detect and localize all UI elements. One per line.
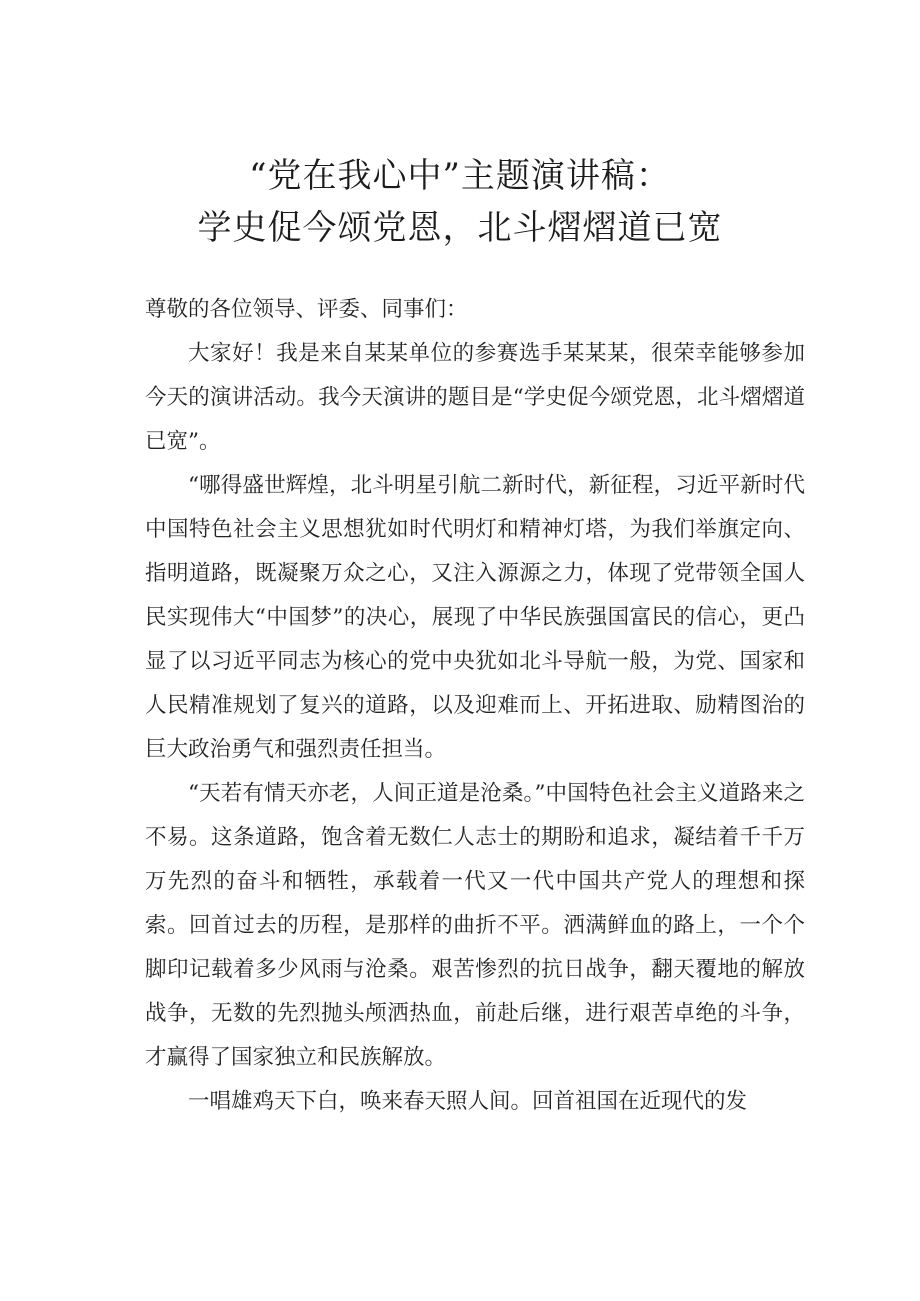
salutation: 尊敬的各位领导、评委、同事们：	[145, 297, 468, 322]
paragraph-1: 大家好！我是来自某某单位的参赛选手某某某，很荣幸能够参加今天的演讲活动。我今天演讲的题目是“学史促今颂党恩，北斗熠熠道已宽”。	[145, 341, 805, 454]
paragraph-3: “天若有情天亦老，人间正道是沧桑。”中国特色社会主义道路来之不易。这条道路，饱含着无数仁人志士的期盼和追求，凝结着千千万万先烈的奋斗和牺牲，承载着一代又一代中国共产党人的理想和探索。回首过去的历程，是那样的曲折不平。洒满鲜血的路上，一个个脚印记载着多少风雨与沧桑。艰苦惨烈的抗日战争，翻天覆地的解放战争，无数的先烈抛头颅洒热血，前赴后继，进行艰苦卓绝的斗争，才赢得了国家独立和民族解放。	[145, 781, 805, 1070]
paragraph-2: “哪得盛世辉煌，北斗明星引航二新时代，新征程，习近平新时代中国特色社会主义思想犹如时代明灯和精神灯塔，为我们举旗定向、指明道路，既凝聚万众之心，又注入源源之力，体现了党带领全国人民实现伟大“中国梦”的决心，展现了中华民族强国富民的信心，更凸显了以习近平同志为核心的党中央犹如北斗导航一般，为党、国家和人民精准规划了复兴的道路，以及迎难而上、开拓进取、励精图治的巨大政治勇气和强烈责任担当。	[145, 473, 805, 762]
document-title	[120, 150, 800, 254]
paragraph-4: 一唱雄鸡天下白，唤来春天照人间。回首祖国在近现代的发	[188, 1089, 748, 1114]
document-body	[145, 288, 805, 1124]
title-line-1: “党在我心中”主题演讲稿：	[249, 156, 671, 196]
title-line-2: 学史促今颂党恩，北斗熠熠道已宽	[197, 208, 723, 248]
